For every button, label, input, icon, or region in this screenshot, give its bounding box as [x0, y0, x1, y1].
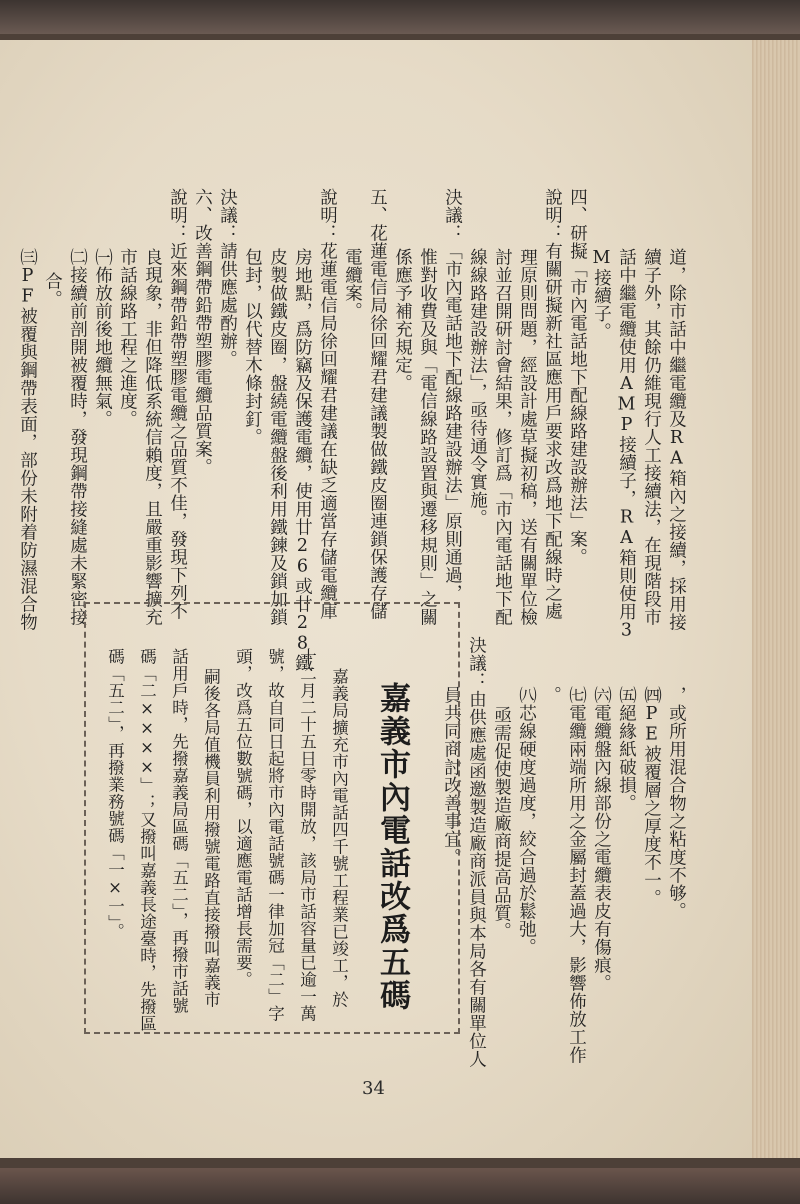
text-column: 決議：由供應處函邀製造廠商派員與本局各有關單位人 — [466, 636, 487, 1068]
section-heading-six: 六、改善鋼帶鉛帶塑膠電纜品質案。 — [192, 188, 213, 476]
text-column: 合。 — [42, 272, 63, 308]
text-column: 說明：近來鋼帶鉛帶塑膠電纜之品質不佳，發現下列不 — [167, 188, 188, 620]
text-column: 理原則問題，經設計處草擬初稿，送有關單位檢 — [517, 248, 538, 626]
text-column: ㈣PE被覆層之厚度不一。 — [641, 686, 662, 907]
book-cover-bottom — [0, 1168, 800, 1204]
text-column: 續子外，其餘仍維現行人工接續法，在現階段市 — [641, 248, 662, 626]
text-column: 員共同商討改善事宜。 — [441, 686, 462, 866]
notice-column: 嘉義局擴充市內電話四千號工程業已竣工，於 — [329, 668, 349, 1008]
text-column: 說明：花蓮電信局徐回耀君建議在缺乏適當存儲電纜庫 — [317, 188, 338, 620]
text-column: ㈢PF被覆與鋼帶表面，部份未附着防濕混合物 — [17, 248, 38, 631]
text-column: 市話線路工程之進度。 — [117, 248, 138, 428]
text-column: 決議：請供應處酌辦。 — [217, 188, 238, 368]
text-column: ㈥電纜盤內線部份之電纜表皮有傷痕。 — [591, 686, 612, 992]
notice-column: 話用戶時，先撥嘉義局區碼「五二」，再撥市話號 — [169, 648, 189, 1014]
text-column: 惟對收費及與「電信線路設置與遷移規則」之關 — [417, 248, 438, 626]
text-column: 道，除市話中繼電纜及RA箱內之接續，採用接 — [666, 248, 687, 631]
text-column: 亟需促使製造廠商提高品質。 — [491, 706, 512, 940]
text-column: 係應予補充規定。 — [392, 248, 413, 392]
text-column: 房地點，爲防竊及保護電纜，使用廿26或廿28鐵 — [292, 248, 313, 672]
notice-column: 嗣後各局值機員利用撥號電路直接撥叫嘉義市 — [201, 668, 221, 1008]
text-column: 決議：「市內電話地下配線路建設辦法」原則通過， — [442, 188, 463, 602]
notice-column: 碼「二××××」；又撥叫嘉義長途臺時，先撥區 — [137, 648, 157, 1032]
text-column: 電纜案。 — [342, 248, 363, 320]
text-column: ，或所用混合物之粘度不够。 — [666, 686, 687, 920]
text-column: ㈡接續前剖開被覆時，發現鋼帶接縫處未緊密接 — [67, 248, 88, 626]
text-column: ㈤絕緣紙破損。 — [616, 686, 637, 812]
text-column: 討並召開研討會結果，修訂爲「市內電話地下配 — [492, 248, 513, 626]
section-heading-five: 五、花蓮電信局徐回耀君建議製做鐵皮圈連鎖保護存儲 — [367, 188, 388, 620]
text-column: 。 — [541, 686, 562, 704]
text-column: ㈦電纜兩端所用之金屬封蓋過大，影響佈放工作 — [566, 686, 587, 1064]
notice-column: 頭，改爲五位數號碼，以適應電話增長需要。 — [233, 648, 253, 988]
text-column: ㈠佈放前後地纜無氣。 — [92, 248, 113, 428]
book-cover-top — [0, 0, 800, 34]
notice-column: 號，故自同日起將市內電話號碼一律加冠「二」字 — [265, 648, 285, 1022]
text-column: M接續子。 — [591, 248, 612, 341]
text-column: 良現象，非但降低系統信賴度，且嚴重影響擴充 — [142, 248, 163, 626]
text-column: 話中繼電纜使用AMP接續子，RA箱則使用3 — [616, 248, 637, 641]
text-column: 包封，以代替木條封釘。 — [242, 248, 263, 446]
page-number: 34 — [362, 1078, 385, 1099]
notice-title: 嘉義市內電話改爲五碼 — [374, 682, 410, 1012]
text-column: 說明：有關研擬新社區應用戶要求改爲地下配線時之處 — [542, 188, 563, 620]
text-column: 線線路建設辦法」，亟待通令實施。 — [467, 248, 488, 528]
section-heading-four: 四、研擬「市內電話地下配線路建設辦法」案。 — [567, 188, 588, 566]
text-column: ㈧芯線硬度過度，絞合過於鬆弛。 — [516, 686, 537, 956]
notice-column: 碼「五二」，再撥業務號碼「一×一」。 — [105, 648, 125, 940]
text-column: 皮製做鐵皮圈，盤繞電纜盤後利用鐵鍊及鎖加鎖 — [267, 248, 288, 626]
notice-column: 十二月二十五日零時開放，該局市話容量已逾一萬 — [297, 648, 317, 1022]
